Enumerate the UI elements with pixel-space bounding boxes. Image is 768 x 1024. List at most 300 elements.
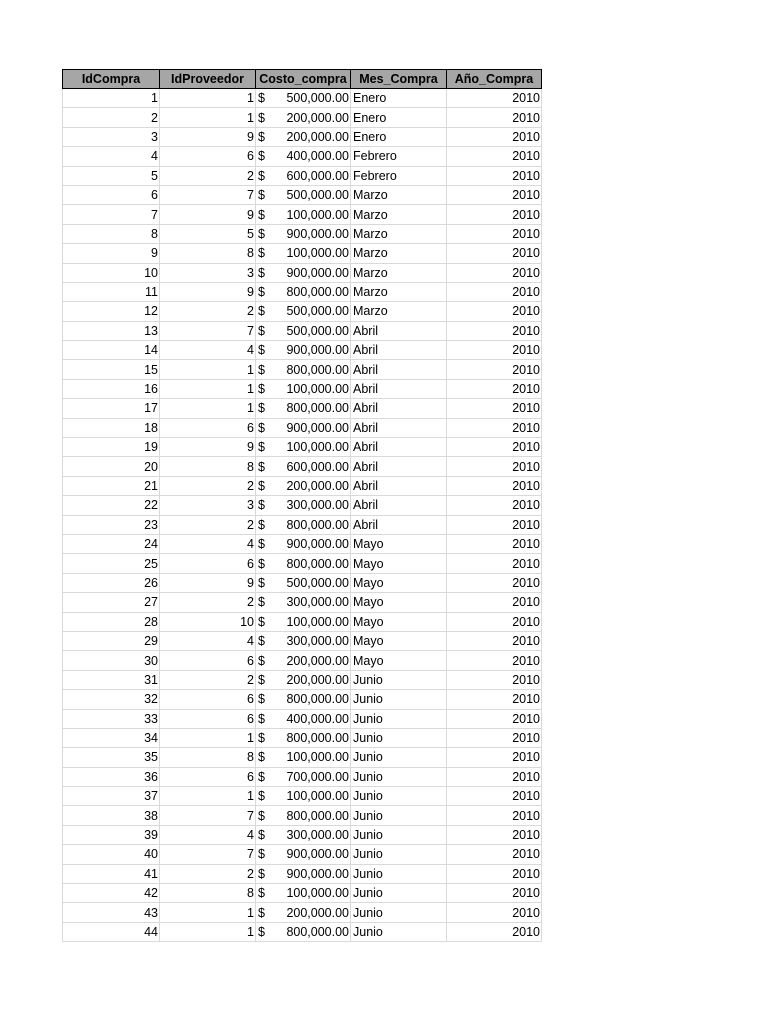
cell-ano-compra[interactable]: 2010 (447, 360, 542, 379)
cell-idcompra[interactable]: 15 (63, 360, 160, 379)
cell-idproveedor[interactable]: 1 (160, 360, 256, 379)
cell-costo-compra[interactable] (256, 612, 351, 631)
cell-ano-compra[interactable]: 2010 (447, 767, 542, 786)
cell-idcompra[interactable]: 38 (63, 806, 160, 825)
cell-costo-compra[interactable] (256, 884, 351, 903)
cell-mes-compra[interactable]: Junio (351, 748, 447, 767)
cell-idproveedor[interactable]: 6 (160, 709, 256, 728)
cell-costo-compra[interactable] (256, 670, 351, 689)
table-row (63, 593, 542, 612)
cell-idcompra[interactable]: 31 (63, 670, 160, 689)
cell-ano-compra[interactable]: 2010 (447, 379, 542, 398)
table-row (63, 476, 542, 495)
cell-mes-compra[interactable]: Junio (351, 845, 447, 864)
cell-idproveedor[interactable]: 1 (160, 728, 256, 747)
cell-mes-compra[interactable]: Marzo (351, 263, 447, 282)
cell-idcompra[interactable]: 37 (63, 787, 160, 806)
cell-ano-compra[interactable]: 2010 (447, 845, 542, 864)
cell-idcompra[interactable]: 14 (63, 341, 160, 360)
cell-ano-compra[interactable]: 2010 (447, 573, 542, 592)
table-row (63, 748, 542, 767)
cell-costo-compra[interactable] (256, 457, 351, 476)
cell-ano-compra[interactable]: 2010 (447, 166, 542, 185)
table-row (63, 825, 542, 844)
currency-symbol: $ (258, 614, 265, 629)
cell-idcompra[interactable]: 41 (63, 864, 160, 883)
cell-ano-compra[interactable]: 2010 (447, 709, 542, 728)
cell-idproveedor[interactable]: 1 (160, 787, 256, 806)
cost-amount: 100,000.00 (286, 886, 349, 901)
cell-idproveedor[interactable]: 4 (160, 534, 256, 553)
currency-symbol: $ (258, 343, 265, 358)
cell-costo-compra[interactable] (256, 709, 351, 728)
cell-idcompra[interactable]: 5 (63, 166, 160, 185)
table-row (63, 379, 542, 398)
cell-idcompra[interactable]: 4 (63, 147, 160, 166)
cell-costo-compra[interactable] (256, 89, 351, 108)
cell-mes-compra[interactable]: Enero (351, 127, 447, 146)
cost-amount: 500,000.00 (286, 575, 349, 590)
table-body (63, 89, 542, 942)
cell-idproveedor[interactable]: 9 (160, 205, 256, 224)
cell-mes-compra[interactable]: Abril (351, 496, 447, 515)
cell-mes-compra[interactable]: Junio (351, 767, 447, 786)
cell-idcompra[interactable]: 43 (63, 903, 160, 922)
cell-ano-compra[interactable]: 2010 (447, 108, 542, 127)
cost-amount: 500,000.00 (286, 188, 349, 203)
table-row (63, 515, 542, 534)
cell-idcompra[interactable]: 10 (63, 263, 160, 282)
cell-idproveedor[interactable]: 6 (160, 767, 256, 786)
cell-idproveedor[interactable]: 6 (160, 690, 256, 709)
cell-mes-compra[interactable]: Mayo (351, 573, 447, 592)
cell-idcompra[interactable]: 42 (63, 884, 160, 903)
cell-ano-compra[interactable]: 2010 (447, 341, 542, 360)
cell-costo-compra[interactable] (256, 845, 351, 864)
cell-costo-compra[interactable] (256, 341, 351, 360)
cell-ano-compra[interactable]: 2010 (447, 593, 542, 612)
cell-idproveedor[interactable]: 2 (160, 670, 256, 689)
cell-mes-compra[interactable]: Abril (351, 379, 447, 398)
cell-idcompra[interactable]: 12 (63, 302, 160, 321)
cell-ano-compra[interactable]: 2010 (447, 399, 542, 418)
cell-idproveedor[interactable]: 3 (160, 496, 256, 515)
cost-amount: 900,000.00 (286, 265, 349, 280)
cell-idcompra[interactable]: 29 (63, 631, 160, 650)
cost-amount: 400,000.00 (286, 149, 349, 164)
cell-costo-compra[interactable] (256, 321, 351, 340)
cell-costo-compra[interactable] (256, 379, 351, 398)
cell-ano-compra[interactable]: 2010 (447, 903, 542, 922)
cell-mes-compra[interactable]: Abril (351, 438, 447, 457)
cell-ano-compra[interactable]: 2010 (447, 534, 542, 553)
cost-amount: 500,000.00 (286, 304, 349, 319)
cost-amount: 200,000.00 (286, 110, 349, 125)
cell-costo-compra[interactable] (256, 631, 351, 650)
cell-costo-compra[interactable] (256, 205, 351, 224)
cell-mes-compra[interactable]: Mayo (351, 534, 447, 553)
cost-amount: 800,000.00 (286, 517, 349, 532)
cell-mes-compra[interactable]: Junio (351, 903, 447, 922)
cell-mes-compra[interactable]: Abril (351, 515, 447, 534)
currency-symbol: $ (258, 91, 265, 106)
currency-symbol: $ (258, 265, 265, 280)
cell-ano-compra[interactable]: 2010 (447, 244, 542, 263)
cell-idproveedor[interactable]: 9 (160, 438, 256, 457)
cell-costo-compra[interactable] (256, 593, 351, 612)
cell-ano-compra[interactable]: 2010 (447, 748, 542, 767)
cell-costo-compra[interactable] (256, 476, 351, 495)
cost-amount: 500,000.00 (286, 323, 349, 338)
cell-mes-compra[interactable]: Enero (351, 89, 447, 108)
cell-idproveedor[interactable]: 1 (160, 89, 256, 108)
cell-ano-compra[interactable]: 2010 (447, 690, 542, 709)
cell-costo-compra[interactable] (256, 690, 351, 709)
cell-mes-compra[interactable]: Febrero (351, 166, 447, 185)
cell-idcompra[interactable]: 30 (63, 651, 160, 670)
cell-mes-compra[interactable]: Abril (351, 457, 447, 476)
cell-idproveedor[interactable]: 7 (160, 185, 256, 204)
currency-symbol: $ (258, 207, 265, 222)
cell-idproveedor[interactable]: 9 (160, 573, 256, 592)
cell-mes-compra[interactable]: Abril (351, 341, 447, 360)
cell-idcompra[interactable]: 21 (63, 476, 160, 495)
currency-symbol: $ (258, 479, 265, 493)
cell-idcompra[interactable]: 1 (63, 89, 160, 108)
cell-idcompra[interactable]: 22 (63, 496, 160, 515)
cell-mes-compra[interactable]: Abril (351, 418, 447, 437)
cell-idcompra[interactable]: 27 (63, 593, 160, 612)
cell-ano-compra[interactable]: 2010 (447, 438, 542, 457)
header-idproveedor: IdProveedor (160, 70, 256, 89)
cell-idcompra[interactable]: 3 (63, 127, 160, 146)
table-row (63, 651, 542, 670)
cell-idcompra[interactable]: 25 (63, 554, 160, 573)
cell-mes-compra[interactable]: Abril (351, 399, 447, 418)
cost-amount: 600,000.00 (286, 168, 349, 183)
cell-ano-compra[interactable]: 2010 (447, 496, 542, 515)
cell-mes-compra[interactable]: Marzo (351, 185, 447, 204)
cell-ano-compra[interactable]: 2010 (447, 922, 542, 941)
cell-idproveedor[interactable]: 4 (160, 825, 256, 844)
currency-symbol: $ (258, 847, 265, 862)
cell-idproveedor[interactable]: 1 (160, 379, 256, 398)
cell-costo-compra[interactable] (256, 496, 351, 515)
cost-amount: 400,000.00 (286, 711, 349, 726)
cell-ano-compra[interactable]: 2010 (447, 884, 542, 903)
cell-mes-compra[interactable]: Marzo (351, 205, 447, 224)
currency-symbol: $ (258, 924, 265, 939)
cell-idcompra[interactable]: 33 (63, 709, 160, 728)
cell-idcompra[interactable]: 18 (63, 418, 160, 437)
currency-symbol: $ (258, 634, 265, 649)
table-row (63, 612, 542, 631)
cell-idproveedor[interactable]: 2 (160, 166, 256, 185)
cell-idproveedor[interactable]: 4 (160, 631, 256, 650)
table-row (63, 864, 542, 883)
table-row (63, 457, 542, 476)
cell-mes-compra[interactable]: Junio (351, 806, 447, 825)
cell-idcompra[interactable]: 20 (63, 457, 160, 476)
cell-idproveedor[interactable]: 2 (160, 515, 256, 534)
cell-idcompra[interactable]: 16 (63, 379, 160, 398)
cell-ano-compra[interactable]: 2010 (447, 515, 542, 534)
cell-costo-compra[interactable] (256, 806, 351, 825)
table-row (63, 554, 542, 573)
cell-costo-compra[interactable] (256, 360, 351, 379)
cell-idproveedor[interactable]: 7 (160, 845, 256, 864)
cost-amount: 200,000.00 (286, 479, 349, 493)
currency-symbol: $ (258, 459, 265, 474)
cell-mes-compra[interactable]: Junio (351, 709, 447, 728)
cell-costo-compra[interactable] (256, 534, 351, 553)
cell-ano-compra[interactable]: 2010 (447, 457, 542, 476)
cost-amount: 100,000.00 (286, 750, 349, 765)
cell-ano-compra[interactable]: 2010 (447, 806, 542, 825)
currency-symbol: $ (258, 226, 265, 241)
cell-mes-compra[interactable]: Abril (351, 476, 447, 495)
cost-amount: 300,000.00 (286, 595, 349, 610)
cell-ano-compra[interactable]: 2010 (447, 612, 542, 631)
cell-ano-compra[interactable]: 2010 (447, 282, 542, 301)
cell-costo-compra[interactable] (256, 108, 351, 127)
cell-costo-compra[interactable] (256, 787, 351, 806)
currency-symbol: $ (258, 905, 265, 920)
cell-idproveedor[interactable]: 1 (160, 903, 256, 922)
currency-symbol: $ (258, 246, 265, 261)
cell-idcompra[interactable]: 34 (63, 728, 160, 747)
currency-symbol: $ (258, 440, 265, 455)
table-row (63, 496, 542, 515)
cell-costo-compra[interactable] (256, 399, 351, 418)
table-row (63, 244, 542, 263)
header-costo-compra: Costo_compra (256, 70, 351, 89)
cell-idproveedor[interactable]: 6 (160, 554, 256, 573)
cell-ano-compra[interactable]: 2010 (447, 864, 542, 883)
cell-ano-compra[interactable]: 2010 (447, 321, 542, 340)
cell-idproveedor[interactable]: 7 (160, 321, 256, 340)
cell-mes-compra[interactable]: Marzo (351, 224, 447, 243)
cell-mes-compra[interactable]: Junio (351, 922, 447, 941)
currency-symbol: $ (258, 789, 265, 804)
cell-idcompra[interactable]: 39 (63, 825, 160, 844)
currency-symbol: $ (258, 498, 265, 513)
cell-mes-compra[interactable]: Mayo (351, 612, 447, 631)
currency-symbol: $ (258, 769, 265, 784)
cost-amount: 200,000.00 (286, 653, 349, 668)
cell-costo-compra[interactable] (256, 573, 351, 592)
cell-ano-compra[interactable]: 2010 (447, 224, 542, 243)
cell-idproveedor[interactable]: 8 (160, 884, 256, 903)
cost-amount: 800,000.00 (286, 731, 349, 746)
cell-idcompra[interactable]: 9 (63, 244, 160, 263)
table-row (63, 205, 542, 224)
cost-amount: 800,000.00 (286, 556, 349, 571)
cell-costo-compra[interactable] (256, 244, 351, 263)
cell-costo-compra[interactable] (256, 651, 351, 670)
table-row (63, 418, 542, 437)
cell-idproveedor[interactable]: 2 (160, 302, 256, 321)
cell-ano-compra[interactable]: 2010 (447, 728, 542, 747)
header-idcompra: IdCompra (63, 70, 160, 89)
cell-costo-compra[interactable] (256, 438, 351, 457)
cell-mes-compra[interactable]: Enero (351, 108, 447, 127)
cell-costo-compra[interactable] (256, 302, 351, 321)
cell-idcompra[interactable]: 28 (63, 612, 160, 631)
purchases-table (62, 69, 542, 942)
cell-idcompra[interactable]: 32 (63, 690, 160, 709)
cell-idcompra[interactable]: 23 (63, 515, 160, 534)
cost-amount: 100,000.00 (286, 246, 349, 261)
cell-idproveedor[interactable]: 1 (160, 399, 256, 418)
cell-idcompra[interactable]: 36 (63, 767, 160, 786)
cell-mes-compra[interactable]: Junio (351, 728, 447, 747)
cell-idcompra[interactable]: 44 (63, 922, 160, 941)
cell-idcompra[interactable]: 26 (63, 573, 160, 592)
table-row (63, 127, 542, 146)
cell-idcompra[interactable]: 17 (63, 399, 160, 418)
table-row (63, 709, 542, 728)
cell-idcompra[interactable]: 8 (63, 224, 160, 243)
cell-idproveedor[interactable]: 6 (160, 651, 256, 670)
cell-idproveedor[interactable]: 9 (160, 127, 256, 146)
table-row (63, 147, 542, 166)
table-row (63, 108, 542, 127)
cell-idcompra[interactable]: 6 (63, 185, 160, 204)
cell-costo-compra[interactable] (256, 554, 351, 573)
cell-costo-compra[interactable] (256, 418, 351, 437)
cell-mes-compra[interactable]: Junio (351, 787, 447, 806)
cell-ano-compra[interactable]: 2010 (447, 651, 542, 670)
currency-symbol: $ (258, 362, 265, 377)
cell-mes-compra[interactable]: Marzo (351, 302, 447, 321)
cell-mes-compra[interactable]: Abril (351, 321, 447, 340)
cell-costo-compra[interactable] (256, 825, 351, 844)
cell-costo-compra[interactable] (256, 748, 351, 767)
cell-idproveedor[interactable]: 8 (160, 748, 256, 767)
cell-idcompra[interactable]: 35 (63, 748, 160, 767)
cell-costo-compra[interactable] (256, 282, 351, 301)
table-row (63, 166, 542, 185)
cell-ano-compra[interactable]: 2010 (447, 127, 542, 146)
currency-symbol: $ (258, 731, 265, 746)
cell-mes-compra[interactable]: Mayo (351, 651, 447, 670)
cell-mes-compra[interactable]: Junio (351, 864, 447, 883)
cell-costo-compra[interactable] (256, 263, 351, 282)
cell-idcompra[interactable]: 7 (63, 205, 160, 224)
currency-symbol: $ (258, 149, 265, 164)
cell-mes-compra[interactable]: Mayo (351, 593, 447, 612)
cell-costo-compra[interactable] (256, 127, 351, 146)
currency-symbol: $ (258, 285, 265, 300)
cell-ano-compra[interactable]: 2010 (447, 787, 542, 806)
cell-mes-compra[interactable]: Marzo (351, 244, 447, 263)
cell-idproveedor[interactable]: 9 (160, 282, 256, 301)
cost-amount: 800,000.00 (286, 692, 349, 707)
cell-idcompra[interactable]: 13 (63, 321, 160, 340)
cell-ano-compra[interactable]: 2010 (447, 554, 542, 573)
cell-idproveedor[interactable]: 1 (160, 922, 256, 941)
currency-symbol: $ (258, 886, 265, 901)
cost-amount: 800,000.00 (286, 362, 349, 377)
cell-idproveedor[interactable]: 3 (160, 263, 256, 282)
cell-mes-compra[interactable]: Junio (351, 690, 447, 709)
cell-idproveedor[interactable]: 4 (160, 341, 256, 360)
cell-idproveedor[interactable]: 1 (160, 108, 256, 127)
cell-costo-compra[interactable] (256, 224, 351, 243)
cell-costo-compra[interactable] (256, 147, 351, 166)
cell-ano-compra[interactable]: 2010 (447, 631, 542, 650)
cell-ano-compra[interactable]: 2010 (447, 89, 542, 108)
cell-ano-compra[interactable]: 2010 (447, 825, 542, 844)
cell-idproveedor[interactable]: 5 (160, 224, 256, 243)
cell-mes-compra[interactable]: Febrero (351, 147, 447, 166)
cell-idcompra[interactable]: 11 (63, 282, 160, 301)
cost-amount: 900,000.00 (286, 866, 349, 881)
currency-symbol: $ (258, 323, 265, 338)
cell-idproveedor[interactable]: 6 (160, 418, 256, 437)
table-row (63, 884, 542, 903)
cell-idproveedor[interactable]: 10 (160, 612, 256, 631)
cell-idproveedor[interactable]: 8 (160, 244, 256, 263)
cell-mes-compra[interactable]: Junio (351, 884, 447, 903)
cell-costo-compra[interactable] (256, 864, 351, 883)
cell-costo-compra[interactable] (256, 922, 351, 941)
cell-mes-compra[interactable]: Mayo (351, 554, 447, 573)
header-mes-compra: Mes_Compra (351, 70, 447, 89)
cell-idcompra[interactable]: 40 (63, 845, 160, 864)
cost-amount: 200,000.00 (286, 905, 349, 920)
cell-ano-compra[interactable]: 2010 (447, 670, 542, 689)
cell-costo-compra[interactable] (256, 515, 351, 534)
cell-ano-compra[interactable]: 2010 (447, 185, 542, 204)
cell-idproveedor[interactable]: 7 (160, 806, 256, 825)
currency-symbol: $ (258, 168, 265, 183)
cost-amount: 800,000.00 (286, 924, 349, 939)
currency-symbol: $ (258, 711, 265, 726)
currency-symbol: $ (258, 808, 265, 823)
cell-idproveedor[interactable]: 8 (160, 457, 256, 476)
cell-mes-compra[interactable]: Mayo (351, 631, 447, 650)
cell-ano-compra[interactable]: 2010 (447, 418, 542, 437)
cell-ano-compra[interactable]: 2010 (447, 147, 542, 166)
cell-mes-compra[interactable]: Abril (351, 360, 447, 379)
cell-costo-compra[interactable] (256, 767, 351, 786)
currency-symbol: $ (258, 129, 265, 144)
cell-idcompra[interactable]: 24 (63, 534, 160, 553)
cell-mes-compra[interactable]: Marzo (351, 282, 447, 301)
cell-costo-compra[interactable] (256, 728, 351, 747)
cell-idcompra[interactable]: 2 (63, 108, 160, 127)
cell-idcompra[interactable]: 19 (63, 438, 160, 457)
cell-idproveedor[interactable]: 2 (160, 864, 256, 883)
cell-idproveedor[interactable]: 2 (160, 593, 256, 612)
cell-idproveedor[interactable]: 2 (160, 476, 256, 495)
cell-mes-compra[interactable]: Junio (351, 825, 447, 844)
cost-amount: 700,000.00 (286, 769, 349, 784)
cell-mes-compra[interactable]: Junio (351, 670, 447, 689)
table-row (63, 399, 542, 418)
cell-costo-compra[interactable] (256, 166, 351, 185)
currency-symbol: $ (258, 537, 265, 552)
cell-ano-compra[interactable]: 2010 (447, 205, 542, 224)
cell-costo-compra[interactable] (256, 185, 351, 204)
cell-ano-compra[interactable]: 2010 (447, 302, 542, 321)
cell-ano-compra[interactable]: 2010 (447, 476, 542, 495)
cell-costo-compra[interactable] (256, 903, 351, 922)
cell-idproveedor[interactable]: 6 (160, 147, 256, 166)
cell-ano-compra[interactable]: 2010 (447, 263, 542, 282)
